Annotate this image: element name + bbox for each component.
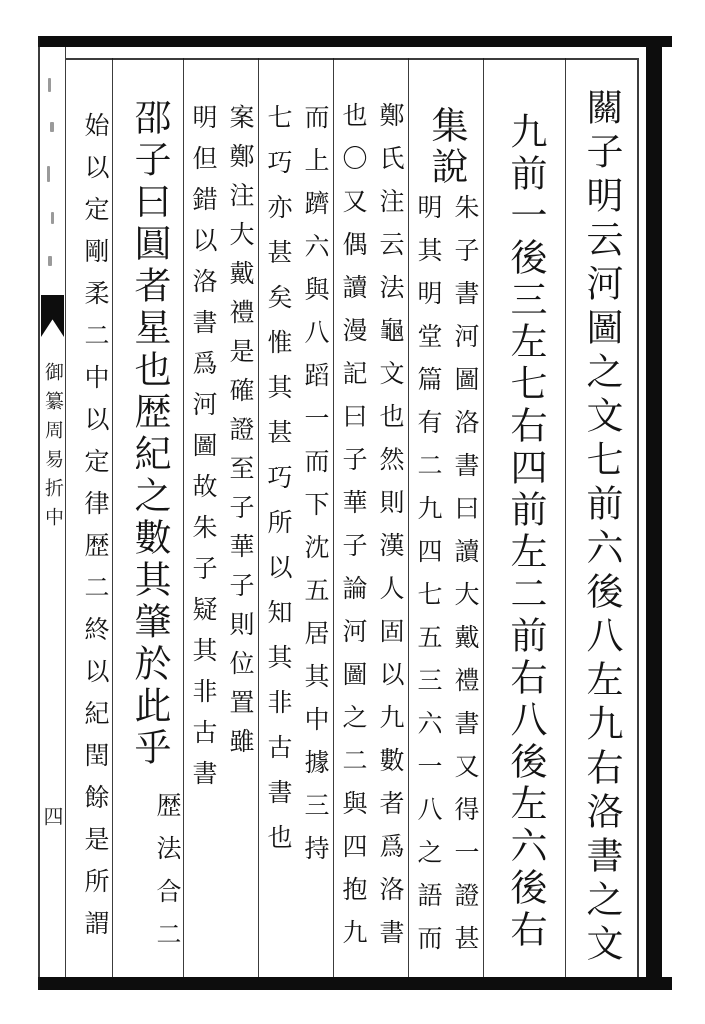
column-rule	[183, 58, 184, 977]
spine-book-title: 御纂周易折中	[42, 362, 63, 536]
print-smudge	[51, 212, 54, 224]
spine-divider-line	[65, 47, 66, 977]
text-column-1: 關子明云河圖之文七前六後八左九右洛書之文	[580, 88, 621, 968]
inline-note-col7: 歴法合二	[153, 792, 180, 964]
frame-bottom-border	[38, 977, 672, 990]
column-rule	[258, 58, 259, 977]
frame-inner-top-line	[66, 58, 637, 60]
commentary-col4-left: 也〇又偶讀漫記曰子華子論河圖之二與四抱九	[339, 102, 366, 962]
column-rule	[408, 58, 409, 977]
print-smudge	[48, 256, 52, 266]
frame-top-border	[38, 36, 672, 47]
fishtail-icon	[41, 295, 64, 337]
commentary-col3-right: 朱子書河圖洛書曰讀大戴禮書又得一證甚	[451, 194, 478, 968]
commentary-col5-left: 七巧亦甚矣惟其甚巧所以知其非古書也	[264, 104, 291, 869]
commentary-col4-right: 鄭氏注云法龜文也然則漢人固以九數者爲洛書	[376, 102, 403, 962]
text-column-7: 邵子曰圓者星也歴紀之數其肇於此乎	[128, 98, 169, 770]
column-rule	[333, 58, 334, 977]
frame-inner-right-line	[637, 58, 639, 977]
print-smudge	[50, 122, 54, 132]
column-rule	[483, 58, 484, 977]
print-smudge	[47, 166, 50, 182]
page-number: 四	[40, 806, 62, 826]
frame-right-border	[646, 36, 662, 990]
text-column-2: 九前一後三左七右四前左二前右八後左六後右	[504, 112, 545, 952]
commentary-col6-right: 案鄭注大戴禮是確證至子華子則位置雖	[226, 104, 253, 767]
commentary-col3-left: 明其明堂篇有二九四七五三六一八之語而	[414, 194, 441, 968]
commentary-col5-right: 而上躋六與八蹈一而下沈五居其中據三持	[301, 104, 328, 878]
column-rule	[565, 58, 566, 977]
section-heading-jishuo: 集說	[425, 106, 466, 188]
commentary-col6-left: 明但錯以洛書爲河圖故朱子疑其非古書	[189, 104, 216, 801]
text-column-8: 始以定剛柔二中以定律歴二終以紀閏餘是所謂	[81, 112, 108, 952]
print-smudge	[48, 78, 51, 92]
column-rule	[112, 58, 113, 977]
